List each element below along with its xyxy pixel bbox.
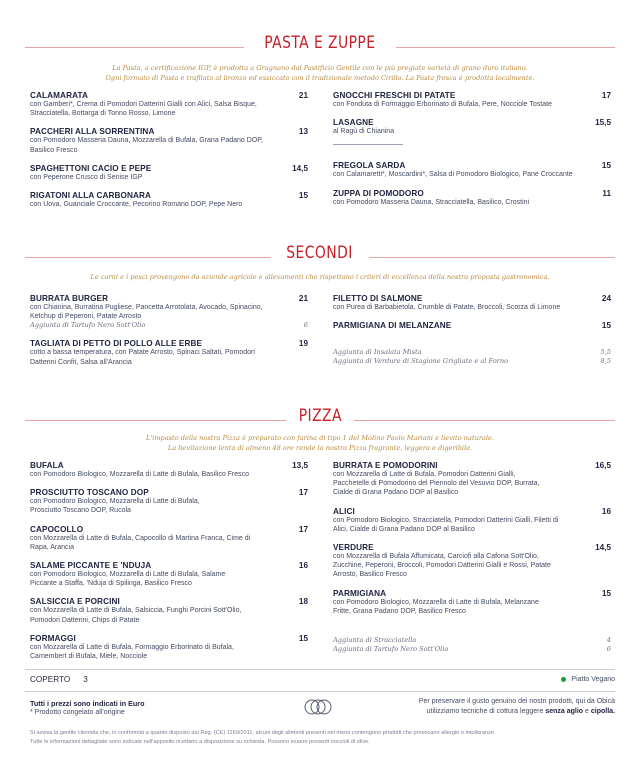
item-price: 16 xyxy=(601,506,611,516)
item-name: CALAMARATA xyxy=(30,91,88,100)
menu-item xyxy=(333,189,611,207)
item-description: con Mozzarella di Latte di Bufala, Formaggio Erborinato di Bufala, Camembert di Bufala, Miele, Nocciole xyxy=(30,643,234,661)
item-name: PARMIGIANA xyxy=(333,588,387,598)
item-description: al Ragù di Chianina xyxy=(333,128,395,136)
addon-label: Aggiunta di Tartufo Nero Sott'Olio xyxy=(30,321,146,330)
menu-item xyxy=(333,321,611,330)
item-description: con Mozzarella di Latte di Bufala, Pomodori Datterini Gialli, Pacchetelle di Pomodorino del Piennolo del Vesuvio DOP, Burrata, Cialde di Grana Padano DOP al Basilico xyxy=(333,471,540,497)
coperto-label: COPERTO xyxy=(30,675,71,684)
item-description: con Pomodoro Masseria Dauna, Mozzarella di Bufala, Grana Padano DOP, Basilico Fresco xyxy=(30,137,263,154)
item-name: BURRATA E POMODORINI xyxy=(333,461,438,470)
item-price: 17 xyxy=(601,91,611,100)
menu-item xyxy=(30,597,308,624)
item-description: con Calamaretti*, Moscardini*, Salsa di Pomodoro Biologico, Pane Croccante xyxy=(333,171,573,179)
item-name: LASAGNE xyxy=(333,118,374,128)
menu-item xyxy=(30,164,308,182)
addon-price: 8,5 xyxy=(600,357,611,366)
item-price: 15 xyxy=(601,161,611,171)
item-price: 13 xyxy=(298,127,308,137)
item-price: 16,5 xyxy=(595,461,611,470)
divider xyxy=(25,420,286,421)
section-title: SECONDI xyxy=(286,243,354,263)
addon-label: Aggiunta di Verdure di Stagione Grigliate e al Forno xyxy=(333,357,509,366)
addon-label: Aggiunta di Tartufo Nero Sott'Olio xyxy=(333,645,449,654)
garlic-onion-note: Per preservare il gusto genuino dei nostri prodotti, qui da Obicà utilizziamo tecniche di cottura leggere senza aglio e cipolla. xyxy=(418,698,615,715)
item-description: con Pomodoro Biologico, Mozzarella di Latte di Bufala, Basilico Fresco xyxy=(30,471,250,478)
vegan-label: Piatto Vegano xyxy=(571,676,615,683)
pasta-left-column xyxy=(30,91,308,218)
item-price: 18 xyxy=(298,597,308,607)
item-price: 17 xyxy=(298,488,308,498)
secondi-right-column xyxy=(333,294,611,366)
vegan-legend xyxy=(561,676,615,683)
addon-row xyxy=(333,645,611,654)
secondi-left-column xyxy=(30,294,308,376)
item-name: PARMIGIANA DI MELANZANE xyxy=(333,321,452,331)
item-price: 15 xyxy=(298,633,308,643)
frozen-note: * Prodotto congelato all'origine xyxy=(30,709,125,716)
item-price: 21 xyxy=(298,91,308,100)
menu-item xyxy=(30,488,308,515)
pasta-right-column xyxy=(333,91,611,216)
section-header-secondi xyxy=(25,243,615,263)
item-price: 19 xyxy=(298,339,308,349)
item-price: 15 xyxy=(601,588,611,598)
item-name: SALAME PICCANTE E 'NDUJA xyxy=(30,561,152,571)
short-divider xyxy=(333,144,403,145)
menu-item xyxy=(333,461,611,498)
item-price: 21 xyxy=(298,294,308,303)
item-price: 16 xyxy=(298,561,308,571)
section-intro: La Pasta, a certificazione IGP, è prodotta a Gragnano dal Pastificio Gentile con le più pregiate varietà di grano duro italiano. Ogni formato di Pasta è trafilato al bronzo ed essiccato con il tradizionale metodo Cirillo. La Pasta fresca è prodotta localmente. xyxy=(105,64,535,82)
divider xyxy=(25,257,271,258)
section-header-pizza xyxy=(25,406,615,426)
menu-item xyxy=(30,127,308,154)
item-name: BUFALA xyxy=(30,461,64,470)
item-price: 15,5 xyxy=(595,118,611,128)
addon-label: Aggiunta di Insalata Mista xyxy=(333,348,422,357)
menu-item xyxy=(30,634,308,661)
item-description: con Pomodoro Biologico, Mozzarella di Latte di Bufala, Prosciutto Toscano DOP, Rucola xyxy=(30,498,200,515)
item-name: FREGOLA SARDA xyxy=(333,161,406,171)
addon-row xyxy=(333,348,611,357)
item-description: con Pomodoro Biologico, Stracciatella, Pomodori Datterini Gialli, Filetti di Alici, Cialde di Grana Padano DOP al Basilico xyxy=(333,516,559,533)
divider xyxy=(396,47,615,48)
item-description: con Mozzarella di Bufala Affumicata, Carciofi alla Cafona Sott'Olio, Zucchine, Peperoni, Broccoli, Pomodori Datterini Gialli e Rossi, Patate Arrosto, Basilico Fresco xyxy=(333,553,551,579)
divider xyxy=(25,47,244,48)
menu-item xyxy=(30,339,308,366)
item-description: con Pomodoro Biologico, Mozzarella di Latte di Bufala, Salame Piccante a Staffa, 'Nduja di Spilinga, Basilico Fresco xyxy=(30,571,226,588)
menu-item xyxy=(333,91,611,109)
item-description: con Fonduta di Formaggio Erborinato di Bufala, Pere, Nocciole Tostate xyxy=(333,101,552,108)
item-description: con Uova, Guanciale Croccante, Pecorino Romano DOP, Pepe Nero xyxy=(30,201,243,209)
addon-price: 4 xyxy=(606,636,611,645)
item-name: SALSICCIA E PORCINI xyxy=(30,597,120,607)
item-description: con Mozzarella di Latte di Bufala, Salsiccia, Funghi Porcini Sott'Olio, Pomodori Datterini, Chips di Patate xyxy=(30,607,242,624)
addon-price: 5,5 xyxy=(600,348,611,357)
menu-item xyxy=(30,561,308,588)
section-intro: L'impasto della nostra Pizza è preparato con farina di tipo 1 del Molino Paolo Mariani e lievito naturale. La lievitazione lenta di almeno 48 ore rende la nostra Pizza fragrante, leggera e digeribile. xyxy=(145,434,495,452)
addon-label: Aggiunta di Stracciatella xyxy=(333,636,417,645)
item-price: 14,5 xyxy=(595,543,611,553)
item-price: 17 xyxy=(298,524,308,534)
footer-divider-bottom xyxy=(25,691,615,692)
item-price: 15 xyxy=(601,321,611,331)
vegan-dot-icon xyxy=(561,677,566,682)
addon-row xyxy=(333,357,611,366)
item-name: CAPOCOLLO xyxy=(30,524,84,534)
item-description: cotto a bassa temperatura, con Patate Arrosto, Spinaci Saltati, Pomodori Datterini Confit, Salsa all'Arancia xyxy=(30,349,255,366)
footer-divider-top xyxy=(25,669,615,670)
menu-item xyxy=(30,461,308,479)
item-description: con Mozzarella di Latte di Bufala, Capocollo di Martina Franca, Cime di Rapa, Arancia xyxy=(30,534,251,551)
item-description: con Pomodoro Masseria Dauna, Stracciatella, Basilico, Crostini xyxy=(333,198,530,206)
menu-item xyxy=(333,543,611,580)
item-name: PROSCIUTTO TOSCANO DOP xyxy=(30,488,149,498)
menu-item xyxy=(333,294,611,312)
menu-item xyxy=(333,118,611,136)
item-description: con Purea di Barbabietola, Crumble di Patate, Broccoli, Scorza di Limone xyxy=(333,304,561,311)
item-name: FILETTO DI SALMONE xyxy=(333,294,423,303)
section-title: PIZZA xyxy=(298,406,342,426)
item-name: PACCHERI ALLA SORRENTINA xyxy=(30,127,155,137)
item-price: 11 xyxy=(602,188,611,198)
section-title: PASTA E ZUPPE xyxy=(264,33,376,53)
menu-item xyxy=(30,91,308,118)
divider xyxy=(369,257,615,258)
item-name: TAGLIATA DI PETTO DI POLLO ALLE ERBE xyxy=(30,339,203,349)
item-name: BURRATA BURGER xyxy=(30,294,109,303)
item-name: FORMAGGI xyxy=(30,633,76,643)
pizza-right-column xyxy=(333,461,611,654)
item-price: 13,5 xyxy=(292,461,308,470)
menu-item xyxy=(30,191,308,209)
menu-item xyxy=(333,161,611,179)
pizza-left-column xyxy=(30,461,308,670)
item-name: SPAGHETTONI CACIO E PEPE xyxy=(30,163,152,173)
menu-item xyxy=(30,525,308,552)
item-name: VERDURE xyxy=(333,543,374,553)
item-name: ALICI xyxy=(333,506,355,516)
divider xyxy=(354,420,615,421)
menu-item xyxy=(333,589,611,616)
item-description: con Pomodoro Biologico, Mozzarella di Latte di Bufala, Melanzane Fritte, Grana Padano DOP, Basilico Fresco xyxy=(333,598,539,615)
item-description: con Peperone Crusco di Senise IGP xyxy=(30,173,143,181)
section-header-pasta xyxy=(25,33,615,53)
menu-item xyxy=(333,507,611,534)
allergen-legal-note: Si avvisa la gentile clientela che, in conformità a quanto disposto dal Reg. (CE) 1169/2011, alcuni degli alimenti presenti nel menù contengono prodotti che provocano allergie o intolleranze. Tutte le informazioni dettagliate sono indicate nell'apposito ricettario a disposizione su richiesta. Possono essere presenti noccioli di olive. xyxy=(30,730,496,745)
menu-item xyxy=(30,294,308,330)
section-intro: Le carni e i pesci provengono da aziende agricole e allevamenti che rispettano i criteri di eccellenza della nostra proposta gastronomica. xyxy=(90,273,550,281)
addon-row xyxy=(30,321,308,330)
addon-price: 6 xyxy=(606,645,611,654)
item-price: 24 xyxy=(601,294,611,303)
item-name: ZUPPA DI POMODORO xyxy=(333,188,424,198)
addon-price: 6 xyxy=(303,321,308,330)
item-price: 14,5 xyxy=(292,163,308,173)
coperto-price: 3 xyxy=(83,675,88,684)
item-name: RIGATONI ALLA CARBONARA xyxy=(30,191,152,201)
addon-row xyxy=(333,636,611,645)
item-description: con Gamberi*, Crema di Pomodori Datterini Gialli con Alici, Salsa Bisque, Stracciatella, Bottarga di Tonno Rosso, Limone xyxy=(30,101,257,118)
prices-note: Tutti i prezzi sono indicati in Euro xyxy=(30,699,145,708)
item-description: con Chianina, Burratina Pugliese, Pancetta Arrotolata, Avocado, Spinacino, Ketchup di Peperoni, Patate Arrosto xyxy=(30,304,263,321)
coperto xyxy=(30,675,88,684)
item-price: 15 xyxy=(298,191,308,201)
item-name: GNOCCHI FRESCHI DI PATATE xyxy=(333,91,456,100)
